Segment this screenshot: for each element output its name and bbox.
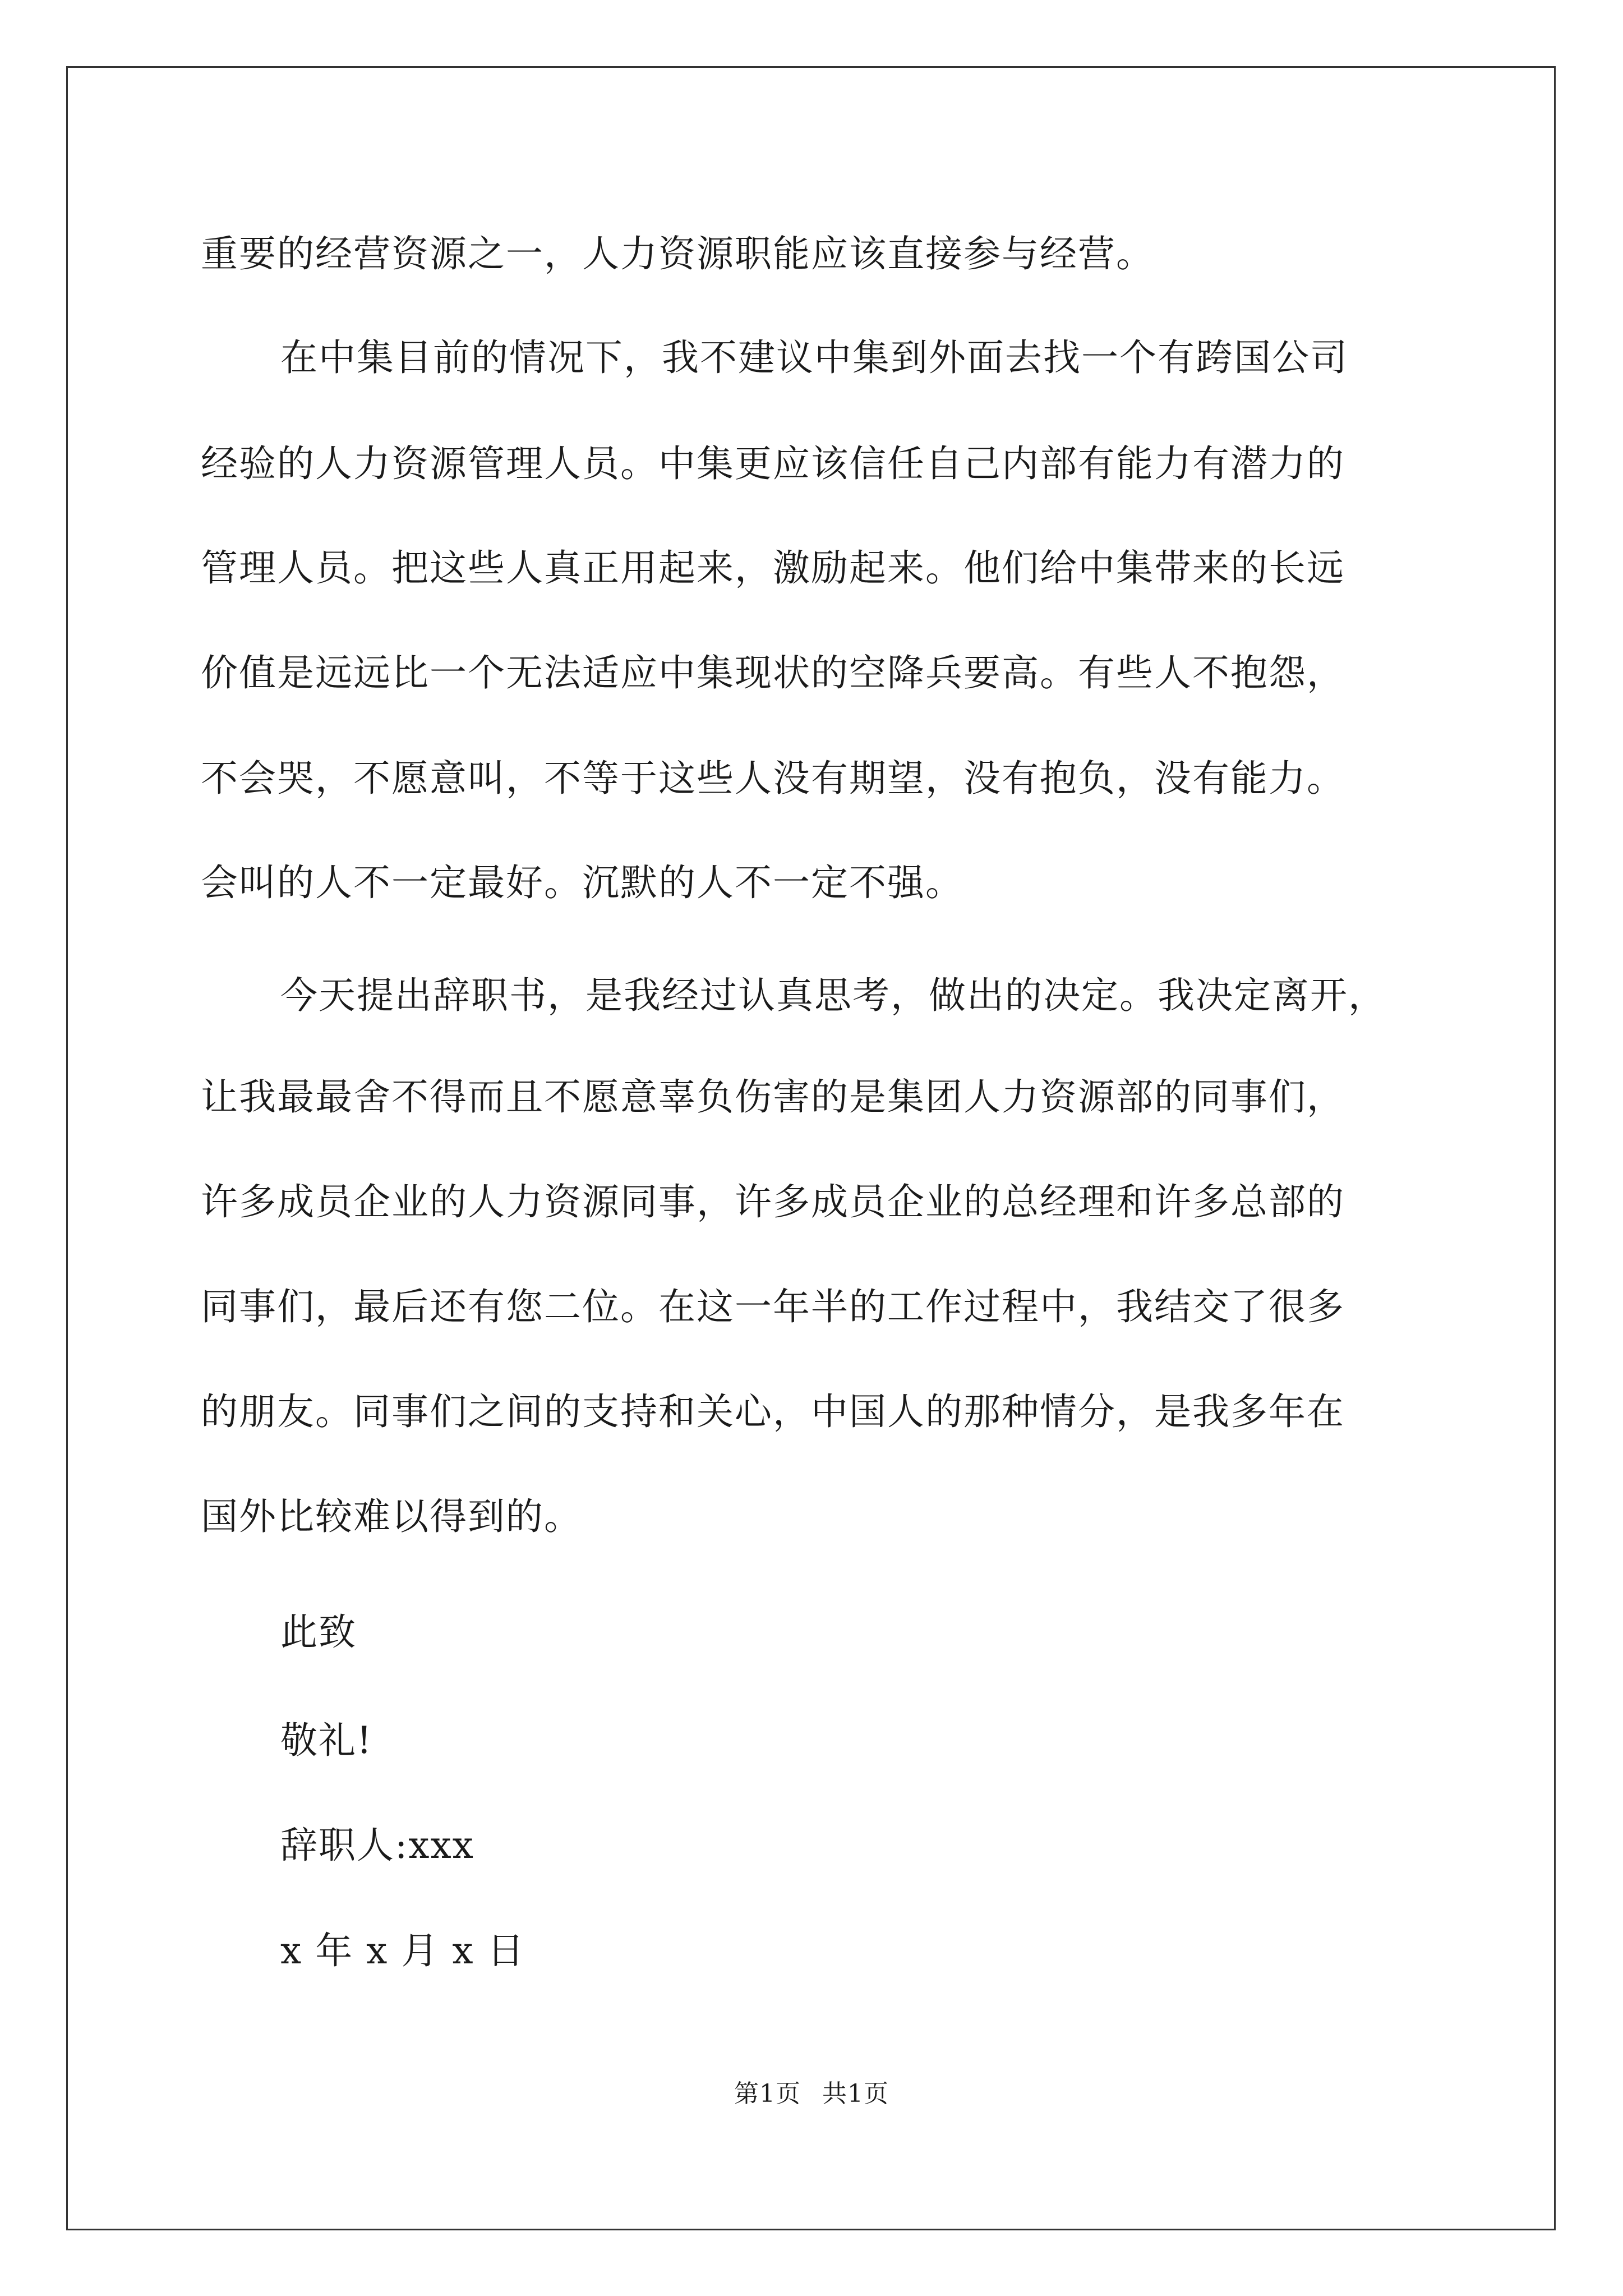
body-line: 的朋友。同事们之间的支持和关心，中国人的那种情分，是我多年在 bbox=[201, 1390, 1345, 1433]
page-footer bbox=[0, 2078, 1623, 2110]
page-number-total: 共1页 bbox=[822, 2079, 889, 2108]
body-line: 会叫的人不一定最好。沉默的人不一定不强。 bbox=[201, 861, 963, 904]
body-line: 管理人员。把这些人真正用起来，激励起来。他们给中集带来的长远 bbox=[201, 546, 1345, 590]
page-number-current: 第1页 bbox=[734, 2079, 801, 2108]
body-line: 重要的经营资源之一，人力资源职能应该直接参与经营。 bbox=[201, 232, 1154, 275]
body-line: 不会哭，不愿意叫，不等于这些人没有期望，没有抱负，没有能力。 bbox=[201, 757, 1345, 800]
body-line: 同事们，最后还有您二位。在这一年半的工作过程中，我结交了很多 bbox=[201, 1285, 1345, 1328]
body-line: 价值是远远比一个无法适应中集现状的空降兵要高。有些人不抱怨， bbox=[201, 651, 1345, 694]
body-line: 国外比较难以得到的。 bbox=[201, 1495, 582, 1538]
paragraph-start-line: 今天提出辞职书，是我经过认真思考，做出的决定。我决定离开， bbox=[280, 974, 1386, 1017]
body-line: 许多成员企业的人力资源同事，许多成员企业的总经理和许多总部的 bbox=[201, 1180, 1345, 1223]
closing-regards: 敬礼! bbox=[280, 1719, 373, 1762]
body-line: 让我最最舍不得而且不愿意辜负伤害的是集团人力资源部的同事们， bbox=[201, 1075, 1345, 1119]
page-border bbox=[66, 66, 1556, 2230]
signer-line: 辞职人:xxx bbox=[280, 1824, 474, 1867]
paragraph-start-line: 在中集目前的情况下，我不建议中集到外面去找一个有跨国公司 bbox=[280, 336, 1348, 379]
date-line: x 年 x 月 x 日 bbox=[280, 1929, 525, 1972]
closing-salutation: 此致 bbox=[280, 1611, 357, 1654]
body-line: 经验的人力资源管理人员。中集更应该信任自己内部有能力有潜力的 bbox=[201, 442, 1345, 485]
